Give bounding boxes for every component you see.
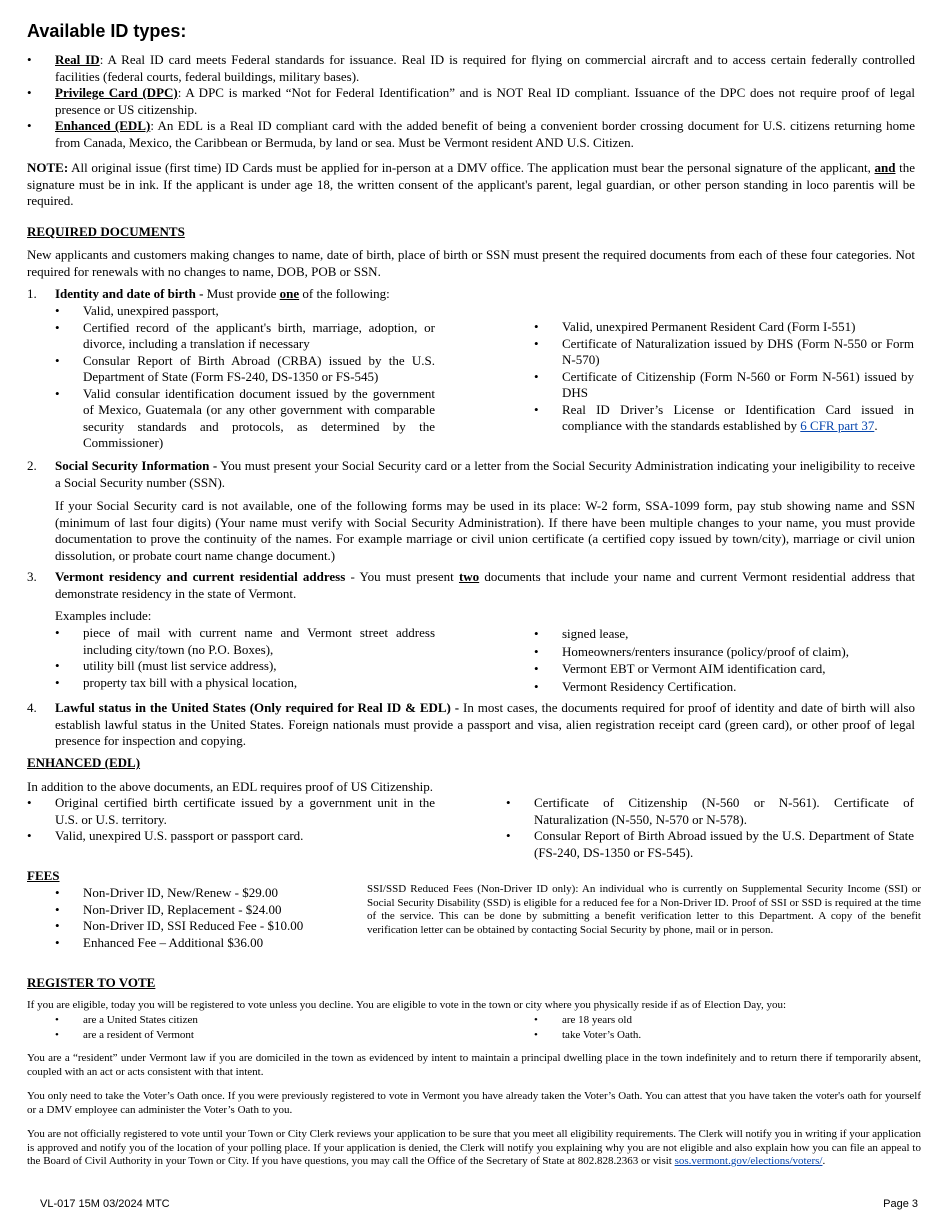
item2-text: You must present your Social Security card or a letter from the Social Security Administration indicating your ineligibility to receive a Social Security number (SSN).	[55, 458, 915, 490]
fees-list	[55, 885, 375, 951]
list-item: • Non-Driver ID, New/Renew - $29.00	[55, 885, 278, 900]
item1-text: of the following:	[299, 286, 390, 301]
list-item: • Real ID: A Real ID card meets Federal standards for issuance. Real ID is required for flying on commercial aircraft and to access certain federally controlled facilities (federal courts, federal buildings, military bases).	[27, 52, 916, 84]
fees-heading: FEES	[27, 868, 60, 883]
sos-vermont-link[interactable]: sos.vermont.gov/elections/voters/	[674, 1155, 823, 1167]
item3-emphasis: two	[458, 569, 480, 584]
form-id: VL-017 15M 03/2024 MTC	[40, 1198, 170, 1210]
enhanced-right-list	[506, 795, 914, 861]
list-item: • Valid, unexpired passport,	[55, 303, 219, 318]
list-item-text: property tax bill with a physical location,	[83, 674, 298, 690]
item1-emphasis: one	[279, 286, 300, 301]
list-item: • take Voter’s Oath.	[534, 1029, 642, 1041]
vote-paragraph-1: You are a “resident” under Vermont law if you are domiciled in the town as evidenced by intent to maintain a principal dwelling place in the town indefinitely and to return there if temporarily absent, coupled with an act or acts consistent with that intent.	[27, 1052, 921, 1078]
list-item-text: Real ID Driver’s License or Identification Card issued in compliance with the standards established by	[562, 401, 914, 433]
vote-paragraph-text: .	[822, 1155, 826, 1167]
list-item: • Vermont EBT or Vermont AIM identification card,	[534, 661, 826, 676]
item3-text: documents that include your name and current Vermont residential address that demonstrate residency in the state of Vermont.	[55, 569, 915, 601]
list-item: • Vermont Residency Certification.	[534, 678, 737, 694]
list-item: • Original certified birth certificate issued by a government unit in the U.S. or U.S. territory.	[27, 795, 435, 827]
list-item: • property tax bill with a physical location,	[55, 674, 298, 690]
list-item-text: are 18 years old	[562, 1014, 632, 1026]
list-item-text: Certified record of the applicant's birth, marriage, adoption, or divorce, including a translation if necessary	[83, 319, 435, 351]
vote-heading: REGISTER TO VOTE	[27, 975, 156, 990]
vote-paragraph-text: You are not officially registered to vote until your Town or City Clerk reviews your application to be sure that you meet all eligibility requirements. The Clerk will notify you in writing if your application is approved and notify you of the location of your polling place. If your application is denied, the Clerk will notify you explaining why you are not eligible and also explain how you can file an appeal to the Board of Civil Authority in your Town or City. If you have questions, you may call the Office of the Secretary of State at 802.828.2363 or visit	[27, 1128, 921, 1167]
item1-text: Must provide	[203, 286, 280, 301]
item2-heading	[55, 458, 915, 491]
list-item: • Enhanced Fee – Additional $36.00	[55, 934, 264, 950]
list-item-text: Homeowners/renters insurance (policy/proof of claim),	[562, 643, 849, 659]
page-number: Page 3	[883, 1198, 918, 1210]
enhanced-left-list	[27, 795, 435, 845]
item1-label: Identity and date of birth -	[55, 286, 204, 301]
enhanced-heading: ENHANCED (EDL)	[27, 755, 141, 770]
list-item: • Valid consular identification document issued by the government of Mexico, Guatemala (or any other government with comparable security standards and protocols, as determined by the Commissioner)	[55, 385, 435, 450]
list-item-text: Valid consular identification document issued by the government of Mexico, Guatemala (or any other government with comparable security standards and protocols, as determined by the Commissioner)	[83, 385, 435, 450]
list-item-text: Valid, unexpired U.S. passport or passport card.	[55, 828, 304, 843]
list-item-text: signed lease,	[562, 626, 629, 641]
id-type-text: : A Real ID card meets Federal standards for issuance. Real ID is required for flying on commercial aircraft and to access certain federally controlled facilities (federal courts, federal buildings, military bases).	[55, 52, 916, 84]
list-item-text: .	[874, 418, 878, 433]
list-item-text: Consular Report of Birth Abroad issued by the U.S. Department of State (FS-240, DS-1350 or FS-545).	[534, 828, 914, 860]
item-number: 1.	[27, 286, 37, 301]
enhanced-intro: In addition to the above documents, an EDL requires proof of US Citizenship.	[27, 779, 434, 794]
list-item-text: Enhanced Fee – Additional $36.00	[83, 934, 264, 950]
list-item-text: Non-Driver ID, Replacement - $24.00	[83, 901, 282, 917]
id-type-name: Privilege Card (DPC)	[55, 85, 178, 100]
list-item-text: Valid, unexpired Permanent Resident Card (Form I-551)	[562, 319, 856, 334]
cfr-link[interactable]: 6 CFR part 37	[800, 418, 875, 433]
list-item-text: Consular Report of Birth Abroad (CRBA) issued by the U.S. Department of State (Form FS-240, DS-1350 or FS-545)	[83, 352, 435, 384]
vote-right-list	[534, 1013, 914, 1043]
list-item: • Certificate of Citizenship (N-560 or N-561). Certificate of Naturalization (N-550, N-570 or N-578).	[506, 795, 914, 827]
list-item: • Privilege Card (DPC): A DPC is marked “Not for Federal Identification” and is NOT Real ID compliant. Issuance of the DPC does not require proof of legal presence or US citizenship.	[27, 85, 915, 117]
list-item: • Certified record of the applicant's birth, marriage, adoption, or divorce, including a translation if necessary	[55, 319, 435, 351]
list-item: • Consular Report of Birth Abroad (CRBA) issued by the U.S. Department of State (Form FS-240, DS-1350 or FS-545)	[55, 352, 435, 384]
list-item: • signed lease,	[534, 626, 629, 641]
list-item: • are a United States citizen	[55, 1014, 198, 1026]
item-number: 4.	[27, 700, 37, 715]
list-item-text: Original certified birth certificate issued by a government unit in the U.S. or U.S. territory.	[55, 795, 435, 827]
item1-left-list	[55, 303, 435, 452]
list-item: • Homeowners/renters insurance (policy/proof of claim),	[534, 643, 849, 659]
list-item: • Consular Report of Birth Abroad issued by the U.S. Department of State (FS-240, DS-1350 or FS-545).	[506, 828, 914, 860]
item4-label: Lawful status in the United States (Only required for Real ID & EDL) -	[55, 700, 460, 715]
list-item: • piece of mail with current name and Vermont street address including city/town (no P.O. Boxes),	[55, 625, 435, 657]
list-item-text: take Voter’s Oath.	[562, 1029, 642, 1041]
item-number: 3.	[27, 569, 37, 584]
note-text: All original issue (first time) ID Cards must be applied for in-person at a DMV office. The application must bear the personal signature of the applicant,	[68, 160, 875, 175]
list-item-text: Certificate of Citizenship (Form N-560 or Form N-561) issued by DHS	[562, 368, 914, 400]
list-item-text: are a resident of Vermont	[83, 1029, 194, 1041]
list-item-text: Valid, unexpired passport,	[83, 303, 219, 318]
list-item-text: Vermont EBT or Vermont AIM identification card,	[562, 661, 826, 676]
item3-heading	[55, 569, 915, 602]
required-intro: New applicants and customers making changes to name, date of birth, place of birth or SSN must present the required documents from each of these four categories. Not required for renewals with no changes to name, DOB, POB or SSN.	[27, 247, 915, 279]
id-types-list	[27, 52, 915, 151]
item3-right-list	[534, 625, 914, 695]
ssi-note: SSI/SSD Reduced Fees (Non-Driver ID only): An individual who is currently on Supplemental Security Income (SSI) or Social Security Disability (SSD) is eligible for a reduced fee for a Non-Driver ID. Proof of SSI or SSD is required at the time of the service. This can be done by submitting a benefit verification letter to this Department. A copy of the benefit verification letter can be obtained by contacting Social Security by phone, mail or in person.	[367, 883, 921, 936]
item4-paragraph	[55, 700, 915, 750]
list-item-text: Non-Driver ID, SSI Reduced Fee - $10.00	[83, 918, 304, 933]
item-number: 2.	[27, 458, 37, 473]
vote-left-list	[55, 1013, 435, 1043]
list-item-text: Certificate of Citizenship (N-560 or N-561). Certificate of Naturalization (N-550, N-570 or N-578).	[534, 795, 914, 827]
note-label: NOTE:	[27, 160, 69, 175]
list-item-text: are a United States citizen	[83, 1014, 198, 1026]
id-type-name: Enhanced (EDL)	[55, 118, 151, 133]
vote-paragraph-3	[27, 1128, 921, 1169]
list-item-text: Non-Driver ID, New/Renew - $29.00	[83, 885, 278, 900]
item3-text: - You must present	[345, 569, 459, 584]
vote-paragraph-2: You only need to take the Voter’s Oath once. If you were previously registered to vote in Vermont you have already taken the Voter’s Oath. You can attest that you have taken the voter's oath for yourself or a DMV employee can administer the Voter’s Oath to you.	[27, 1090, 921, 1116]
vote-intro: If you are eligible, today you will be registered to vote unless you decline. You are eligible to vote in the town or city where you physically reside if as of Election Day, you:	[27, 999, 787, 1011]
list-item: • Valid, unexpired Permanent Resident Card (Form I-551)	[534, 319, 856, 334]
id-type-name: Real ID	[55, 52, 100, 67]
list-item: • Non-Driver ID, SSI Reduced Fee - $10.00	[55, 918, 304, 933]
id-type-text: : An EDL is a Real ID compliant card with the added benefit of being a convenient border crossing document for U.S. citizens returning home from Canada, Mexico, the Caribbean or Bermuda, by land or sea. Must be Vermont resident AND U.S. Citizen.	[55, 118, 915, 150]
required-heading: REQUIRED DOCUMENTS	[27, 224, 185, 239]
examples-label: Examples include:	[55, 608, 152, 623]
list-item: • are 18 years old	[534, 1014, 632, 1026]
list-item-text: piece of mail with current name and Vermont street address including city/town (no P.O. Boxes),	[83, 625, 435, 657]
list-item: • Enhanced (EDL): An EDL is a Real ID compliant card with the added benefit of being a convenient border crossing document for U.S. citizens returning home from Canada, Mexico, the Caribbean or Bermuda, by land or sea. Must be Vermont resident AND U.S. Citizen.	[27, 118, 915, 150]
note-text: the signature must be in ink. If the applicant is under age 18, the written consent of the applicant's parent, legal guardian, or other person standing in loco parentis will be required.	[27, 160, 915, 208]
item4-text: In most cases, the documents required for proof of identity and date of birth will also establish lawful status in the United States. Foreign nationals must provide a passport and visa, alien registration receipt card (green card), or other proof of legal presence for inspection and copying.	[55, 700, 915, 748]
item1-heading	[55, 286, 915, 303]
list-item: • Certificate of Naturalization issued by DHS (Form N-550 or Form N-570)	[534, 335, 914, 367]
page-title: Available ID types:	[27, 21, 187, 41]
list-item: • are a resident of Vermont	[55, 1029, 194, 1041]
list-item-text: Certificate of Naturalization issued by DHS (Form N-550 or Form N-570)	[562, 335, 914, 367]
id-type-text: : A DPC is marked “Not for Federal Identification” and is NOT Real ID compliant. Issuance of the DPC does not require proof of legal presence or US citizenship.	[55, 85, 915, 117]
list-item: • Real ID Driver’s License or Identification Card issued in compliance with the standards established by 6 CFR part 37.	[534, 401, 914, 433]
item3-left-list	[55, 625, 435, 691]
list-item-text: Vermont Residency Certification.	[562, 678, 737, 694]
note-paragraph	[27, 160, 915, 210]
list-item: • Non-Driver ID, Replacement - $24.00	[55, 901, 282, 917]
item3-label: Vermont residency and current residential address	[55, 569, 346, 584]
item2-label: Social Security Information -	[55, 458, 218, 473]
list-item: • Valid, unexpired U.S. passport or passport card.	[27, 828, 304, 843]
list-item: • utility bill (must list service address),	[55, 658, 277, 673]
item1-right-list	[534, 319, 914, 435]
item2-paragraph: If your Social Security card is not available, one of the following forms may be used in its place: W-2 form, SSA-1099 form, pay stub showing name and SSN (minimum of last four digits) (Your name must verify with Social Security Administration). If there have been multiple changes to your name, you must provide documentation to prove the continuity of the names. For example marriage or civil union certificate (a certified copy issued by town/city), marriage or civil union dissolution, or probate court name change document.)	[55, 498, 915, 563]
note-emphasis: and	[874, 160, 896, 175]
list-item: • Certificate of Citizenship (Form N-560 or Form N-561) issued by DHS	[534, 368, 914, 400]
list-item-text: utility bill (must list service address),	[83, 658, 277, 673]
